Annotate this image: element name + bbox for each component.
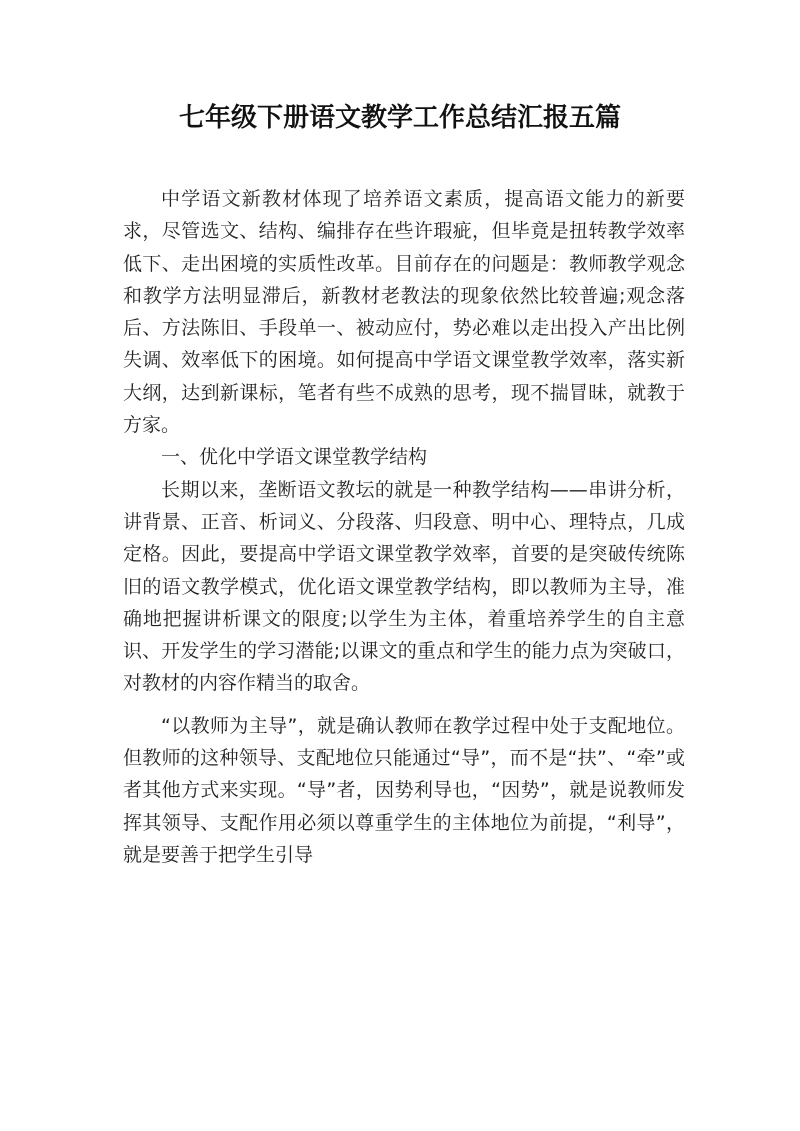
document-body xyxy=(123,183,685,871)
document-title: 七年级下册语文教学工作总结汇报五篇 xyxy=(178,103,621,133)
paragraph-structure: 长期以来，垄断语文教坛的就是一种教学结构——串讲分析，讲背景、正音、析词义、分段落、归段意、明中心、理特点，几成定格。因此，要提高中学语文课堂教学效率，首要的是突破传统陈旧的语文教学模式，优化语文课堂教学结构，即以教师为主导，准确地把握讲析课文的限度;以学生为主体，着重培养学生的自主意识、开发学生的学习潜能;以课文的重点和学生的能力点为突破口，对教材的内容作精当的取舍。 xyxy=(123,478,685,695)
section-heading: 一、优化中学语文课堂教学结构 xyxy=(161,446,428,469)
paragraph-teacher-guide: “以教师为主导”，就是确认教师在教学过程中处于支配地位。但教师的这种领导、支配地位只能通过“导”，而不是“扶”、“牵”或者其他方式来实现。“导”者，因势利导也，“因势”，就是说教师发挥其领导、支配作用必须以尊重学生的主体地位为前提，“利导”，就是要善于把学生引导 xyxy=(123,714,685,866)
paragraph-intro: 中学语文新教材体现了培养语文素质，提高语文能力的新要求，尽管选文、结构、编排存在些许瑕疵，但毕竟是扭转教学效率低下、走出困境的实质性改革。目前存在的问题是：教师教学观念和教学方法明显滞后，新教材老教法的现象依然比较普遍;观念落后、方法陈旧、手段单一、被动应付，势必难以走出投入产出比例失调、效率低下的困境。如何提高中学语文课堂教学效率，落实新大纲，达到新课标，笔者有些不成熟的思考，现不揣冒昧，就教于方家。 xyxy=(123,188,685,437)
